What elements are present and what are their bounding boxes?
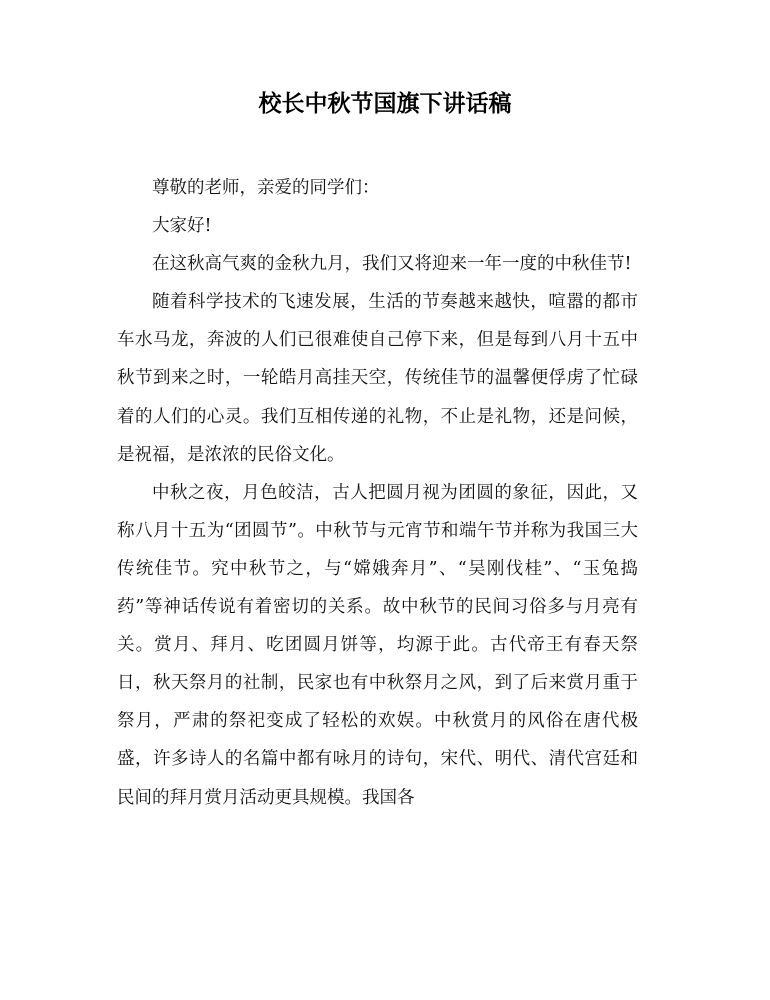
paragraph-greeting: 尊敬的老师，亲爱的同学们： (152, 178, 380, 198)
paragraph-modern-life: 随着科学技术的飞速发展，生活的节奏越来越快，喧嚣的都市车水马龙，奔波的人们已很难使自己停下来，但是每到八月十五中秋节到来之时，一轮皓月高挂天空，传统佳节的温馨便俘虏了忙碌着的人们的心灵。我们互相传递的礼物，不止是礼物，还是问候，是祝福，是浓浓的民俗文化。 (117, 292, 638, 465)
document-title: 校长中秋节国旗下讲话稿 (258, 91, 512, 117)
paragraph-hello: 大家好! (152, 216, 212, 237)
paragraph-intro: 在这秋高气爽的金秋九月，我们又将迎来一年一度的中秋佳节! (152, 254, 632, 275)
paragraph-history: 中秋之夜，月色皎洁，古人把圆月视为团圆的象征，因此，又称八月十五为“团圆节”。中秋节与元宵节和端午节并称为我国三大传统佳节。究中秋节之，与“嫦娥奔月”、“吴刚伐桂”、“玉兔捣药”等神话传说有着密切的关系。故中秋节的民间习俗多与月亮有关。赏月、拜月、吃团圆月饼等，均源于此。古代帝王有春天祭日，秋天祭月的社制，民家也有中秋祭月之风，到了后来赏月重于祭月，严肃的祭祀变成了轻松的欢娱。中秋赏月的风俗在唐代极盛，许多诗人的名篇中都有咏月的诗句，宋代、明代、清代宫廷和民间的拜月赏月活动更具规模。我国各 (117, 482, 638, 808)
document-body (117, 169, 638, 817)
